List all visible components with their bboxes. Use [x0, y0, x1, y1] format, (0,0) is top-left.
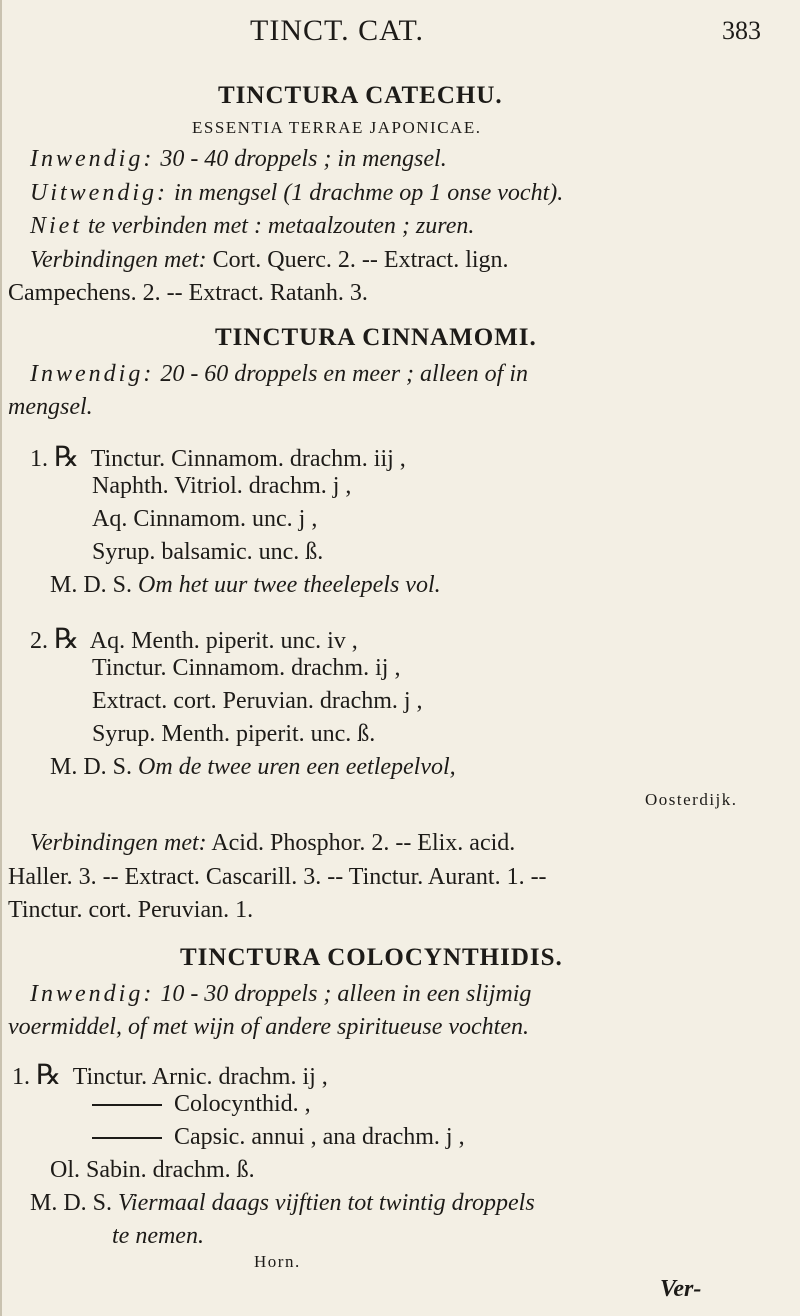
recipe-number: 1.: [12, 1064, 30, 1090]
section-subtitle-catechu: ESSENTIA TERRAE JAPONICAE.: [192, 118, 482, 137]
page-number: 383: [722, 16, 761, 45]
verbindingen-text: Acid. Phosphor. 2. -- Elix. acid.: [211, 830, 516, 856]
recipe-2-first-line: [30, 622, 358, 656]
recipe-ingredient: Colocynthid. ,: [174, 1091, 311, 1117]
inwendig-text: 10 - 30 droppels ; alleen in een slijmig: [160, 981, 532, 1007]
ditto-dash: [92, 1104, 162, 1106]
uitwendig-text: in mengsel (1 drachme op 1 onse vocht).: [174, 180, 564, 206]
recipe-ingredient: Syrup. balsamic. unc. ß.: [92, 539, 324, 565]
ditto-dash: [92, 1137, 162, 1139]
catechu-verbindingen: [30, 247, 509, 274]
inwendig-label: Inwendig:: [30, 361, 155, 387]
cinnamomi-verbindingen: [30, 830, 515, 857]
verbindingen-text: Cort. Querc. 2. -- Extract. lign.: [212, 247, 509, 273]
catechu-uitwendig: [30, 180, 563, 207]
verbindingen-label: Verbindingen met:: [30, 830, 207, 856]
mds-text: Om het uur twee theelepels vol.: [138, 572, 441, 598]
catchword: Ver-: [660, 1276, 702, 1302]
cinnamomi-inwendig-cont: mengsel.: [8, 394, 93, 420]
recipe-mds: [30, 1190, 535, 1217]
recipe-rx-symbol: ℞: [54, 624, 80, 655]
mds-label: M. D. S.: [50, 572, 133, 598]
recipe-mds: [50, 572, 441, 599]
uitwendig-label: Uitwendig:: [30, 180, 168, 206]
recipe-ingredient: Ol. Sabin. drachm. ß.: [50, 1157, 255, 1183]
catechu-verbindingen-cont: Campechens. 2. -- Extract. Ratanh. 3.: [8, 280, 368, 306]
recipe-ingredient: Capsic. annui , ana drachm. j ,: [174, 1124, 465, 1150]
recipe-ingredient: Tinctur. Cinnamom. drachm. iij ,: [90, 446, 406, 472]
recipe-1-first-line: [30, 440, 406, 474]
recipe-mds: [50, 754, 456, 781]
inwendig-label: Inwendig:: [30, 981, 155, 1007]
recipe-number: 2.: [30, 628, 48, 654]
cinnamomi-verbindingen-cont: Haller. 3. -- Extract. Cascarill. 3. -- Tinctur. Aurant. 1. --: [8, 864, 547, 890]
recipe-ingredient: Tinctur. Cinnamom. drachm. ij ,: [92, 655, 401, 681]
mds-label: M. D. S.: [50, 754, 133, 780]
mds-text: Viermaal daags vijftien tot twintig droppels: [118, 1190, 535, 1216]
verbindingen-label: Verbindingen met:: [30, 247, 207, 273]
running-head-title: TINCT. CAT.: [250, 14, 425, 47]
mds-text: Om de twee uren een eetlepelvol,: [138, 754, 456, 780]
recipe-ingredient: Naphth. Vitriol. drachm. j ,: [92, 473, 352, 499]
niet-text: te verbinden met : metaalzouten ; zuren.: [88, 213, 475, 239]
recipe-ingredient: Syrup. Menth. piperit. unc. ß.: [92, 721, 376, 747]
section-title-catechu: TINCTURA CATECHU.: [218, 82, 503, 109]
mds-label: M. D. S.: [30, 1190, 113, 1216]
running-head: [0, 14, 800, 50]
recipe-ingredient-ditto: [92, 1091, 311, 1118]
recipe-author: Horn.: [254, 1252, 301, 1271]
recipe-rx-symbol: ℞: [36, 1060, 62, 1091]
catechu-inwendig: [30, 146, 447, 173]
cinnamomi-verbindingen-cont: Tinctur. cort. Peruvian. 1.: [8, 897, 254, 923]
section-title-colocynthidis: TINCTURA COLOCYNTHIDIS.: [180, 944, 563, 971]
recipe-ingredient: Aq. Cinnamom. unc. j ,: [92, 506, 318, 532]
inwendig-label: Inwendig:: [30, 146, 155, 172]
recipe-rx-symbol: ℞: [54, 442, 80, 473]
recipe-number: 1.: [30, 446, 48, 472]
cinnamomi-inwendig: [30, 361, 528, 388]
page-edge: [0, 0, 2, 1316]
recipe-author: Oosterdijk.: [645, 790, 738, 809]
inwendig-text: 20 - 60 droppels en meer ; alleen of in: [160, 361, 529, 387]
recipe-ingredient: Extract. cort. Peruvian. drachm. j ,: [92, 688, 423, 714]
colocynthidis-inwendig-cont: voermiddel, of met wijn of andere spiritueuse vochten.: [8, 1014, 530, 1040]
niet-label: Niet: [30, 213, 82, 239]
recipe-ingredient: Aq. Menth. piperit. unc. iv ,: [89, 628, 358, 654]
recipe-1-first-line: [12, 1058, 328, 1092]
section-title-cinnamomi: TINCTURA CINNAMOMI.: [215, 324, 537, 351]
recipe-mds-cont: te nemen.: [112, 1223, 204, 1249]
recipe-ingredient: Tinctur. Arnic. drachm. ij ,: [72, 1064, 328, 1090]
catechu-niet: [30, 213, 474, 240]
inwendig-text: 30 - 40 droppels ; in mengsel.: [160, 146, 447, 172]
recipe-ingredient-ditto: [92, 1124, 465, 1151]
colocynthidis-inwendig: [30, 981, 531, 1008]
